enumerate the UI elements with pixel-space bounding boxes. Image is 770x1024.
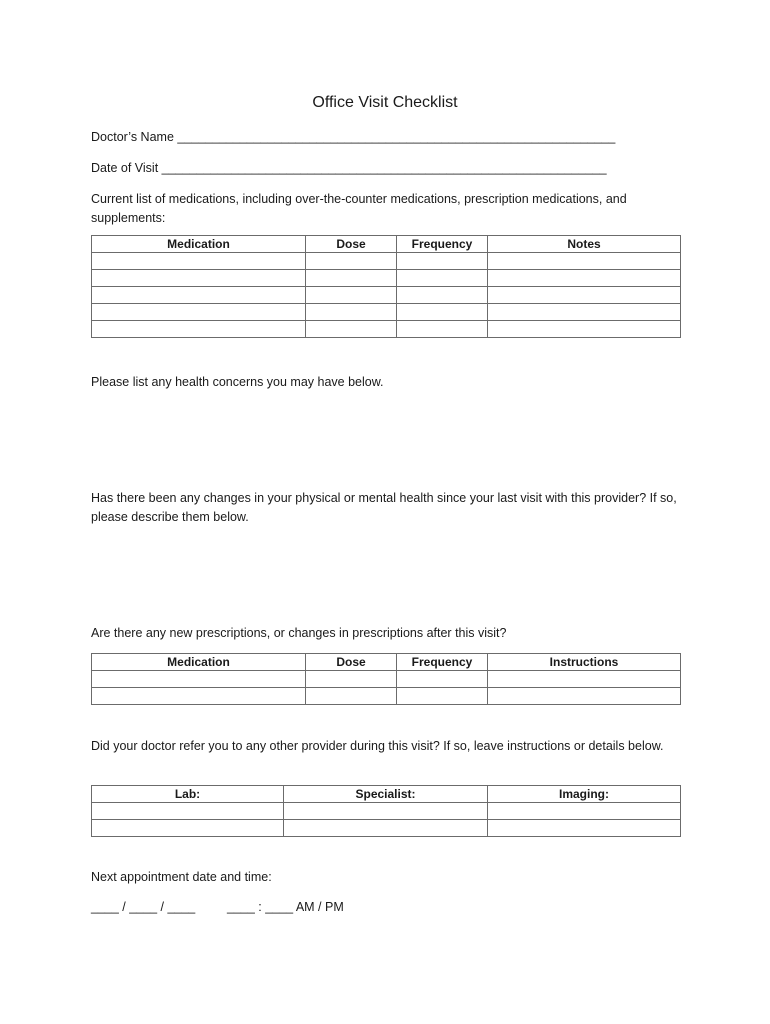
table-cell[interactable]	[92, 803, 284, 820]
table-cell[interactable]	[397, 688, 488, 705]
table-cell[interactable]	[306, 270, 397, 287]
doctor-name-field[interactable]: Doctor’s Name _______________________________________________________________	[91, 130, 616, 144]
referral-prompt: Did your doctor refer you to any other provider during this visit? If so, leave instructions or details below.	[91, 739, 664, 753]
table-cell[interactable]	[488, 321, 681, 338]
referral-table	[91, 785, 681, 837]
table-cell[interactable]	[397, 270, 488, 287]
header-notes: Notes	[488, 236, 681, 253]
health-concerns-prompt: Please list any health concerns you may have below.	[91, 375, 384, 389]
prescriptions-table	[91, 653, 681, 705]
table-cell[interactable]	[92, 253, 306, 270]
table-cell[interactable]	[488, 803, 681, 820]
next-appointment-label: Next appointment date and time:	[91, 870, 272, 884]
table-cell[interactable]	[92, 321, 306, 338]
appointment-date-field[interactable]: ____ / ____ / ____	[91, 900, 196, 914]
table-cell[interactable]	[92, 688, 306, 705]
page-title: Office Visit Checklist	[312, 94, 458, 111]
table-cell[interactable]	[488, 304, 681, 321]
table-cell[interactable]	[488, 270, 681, 287]
table-cell[interactable]	[306, 287, 397, 304]
table-cell[interactable]	[397, 253, 488, 270]
table-cell[interactable]	[92, 820, 284, 837]
header-dose: Dose	[306, 654, 397, 671]
table-row	[92, 671, 681, 688]
table-cell[interactable]	[306, 304, 397, 321]
header-specialist: Specialist:	[284, 786, 488, 803]
header-medication: Medication	[92, 654, 306, 671]
table-cell[interactable]	[92, 304, 306, 321]
health-changes-prompt: Has there been any changes in your physical or mental health since your last visit with this provider? If so, please describe them below.	[91, 491, 677, 524]
header-lab: Lab:	[92, 786, 284, 803]
table-header-row	[92, 654, 681, 671]
table-cell[interactable]	[306, 321, 397, 338]
table-cell[interactable]	[306, 253, 397, 270]
table-cell[interactable]	[92, 287, 306, 304]
new-prescriptions-prompt: Are there any new prescriptions, or changes in prescriptions after this visit?	[91, 626, 507, 640]
header-dose: Dose	[306, 236, 397, 253]
table-cell[interactable]	[488, 820, 681, 837]
table-row	[92, 287, 681, 304]
appointment-time-field[interactable]: ____ : ____ AM / PM	[227, 900, 344, 914]
header-medication: Medication	[92, 236, 306, 253]
table-cell[interactable]	[397, 304, 488, 321]
table-cell[interactable]	[92, 270, 306, 287]
table-cell[interactable]	[306, 688, 397, 705]
header-instructions: Instructions	[488, 654, 681, 671]
table-cell[interactable]	[488, 287, 681, 304]
table-row	[92, 321, 681, 338]
header-frequency: Frequency	[397, 654, 488, 671]
table-cell[interactable]	[488, 253, 681, 270]
table-row	[92, 820, 681, 837]
table-cell[interactable]	[488, 671, 681, 688]
table-row	[92, 688, 681, 705]
table-header-row	[92, 236, 681, 253]
table-row	[92, 803, 681, 820]
table-row	[92, 253, 681, 270]
table-cell[interactable]	[488, 688, 681, 705]
table-row	[92, 270, 681, 287]
table-cell[interactable]	[397, 321, 488, 338]
table-header-row	[92, 786, 681, 803]
header-imaging: Imaging:	[488, 786, 681, 803]
table-cell[interactable]	[397, 671, 488, 688]
header-frequency: Frequency	[397, 236, 488, 253]
table-row	[92, 304, 681, 321]
date-of-visit-field[interactable]: Date of Visit ________________________________________________________________	[91, 161, 607, 175]
medications-prompt: Current list of medications, including over-the-counter medications, prescription medications, and supplements:	[91, 192, 627, 225]
table-cell[interactable]	[284, 803, 488, 820]
table-cell[interactable]	[92, 671, 306, 688]
table-cell[interactable]	[397, 287, 488, 304]
table-cell[interactable]	[306, 671, 397, 688]
medications-table	[91, 235, 681, 338]
table-cell[interactable]	[284, 820, 488, 837]
